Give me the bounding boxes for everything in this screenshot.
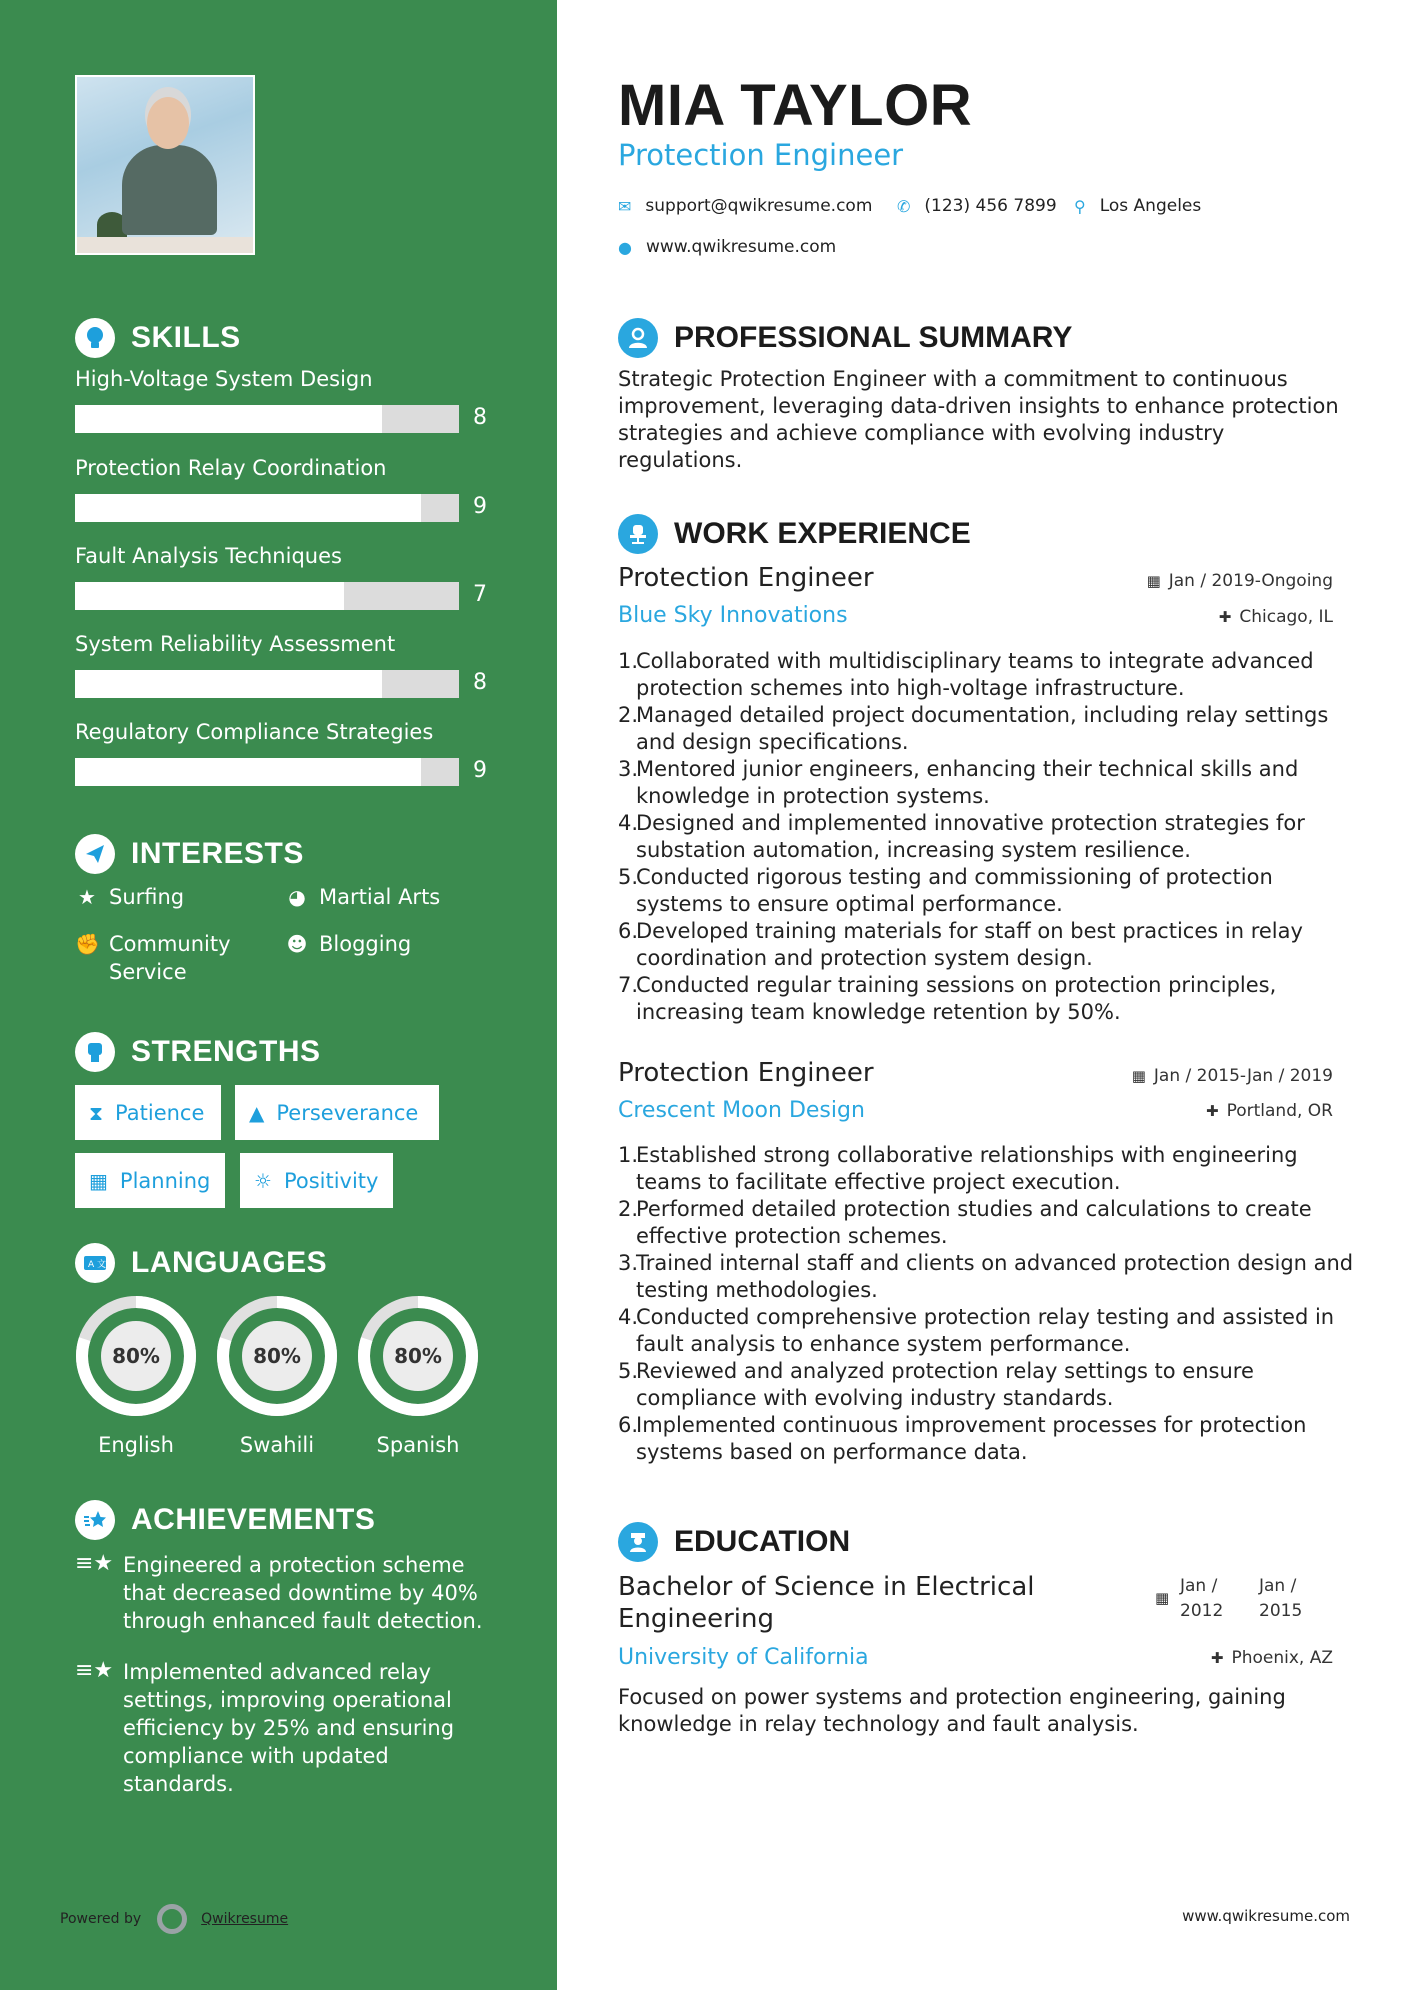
bullet-text: Performed detailed protection studies and calculations to create effective protection schemes.: [636, 1197, 1312, 1248]
strength-label: Patience: [115, 1100, 205, 1125]
bullet-text: Conducted regular training sessions on protection principles, increasing team knowledge retention by 50%.: [636, 973, 1277, 1024]
job-title: Protection Engineer: [618, 1058, 874, 1088]
job-bullet: 3. Trained internal staff and clients on advanced protection design and testing methodologies.: [618, 1250, 1358, 1304]
skill-bar: [75, 582, 459, 610]
user-icon: [618, 318, 658, 358]
skill-item: [75, 456, 505, 519]
skill-bar: [75, 405, 459, 433]
job-bullet: 6. Implemented continuous improvement processes for protection systems based on performance data.: [618, 1412, 1358, 1466]
summary-text: Strategic Protection Engineer with a commitment to continuous improvement, leveraging data-driven insights to enhance protection strategies and achieve compliance with evolving industry regulations.: [618, 367, 1339, 472]
bullet-text: Trained internal staff and clients on advanced protection design and testing methodologies.: [636, 1251, 1354, 1302]
road-icon: ▲: [249, 1100, 265, 1125]
contact-website: [618, 237, 836, 257]
language-item: [75, 1295, 197, 1457]
skill-value: 9: [473, 494, 487, 519]
sidebar: [0, 0, 557, 1990]
skill-item: [75, 632, 505, 695]
education-heading: [618, 1522, 850, 1562]
bullet-text: Mentored junior engineers, enhancing their technical skills and knowledge in protection systems.: [636, 757, 1299, 808]
contact-location: [1074, 196, 1201, 216]
language-item: [216, 1295, 338, 1457]
language-name: Spanish: [376, 1433, 460, 1457]
skill-value: 7: [473, 582, 487, 607]
language-name: English: [98, 1433, 174, 1457]
strengths-heading: [75, 1032, 321, 1072]
achievement-item: [75, 1658, 495, 1798]
job-dates: [1132, 1066, 1333, 1086]
qwikresume-link[interactable]: Qwikresume: [201, 1911, 289, 1927]
job-bullet: 6. Developed training materials for staff on best practices in relay coordination and protection system design.: [618, 918, 1358, 972]
skill-value: 9: [473, 758, 487, 783]
interest-label: Community Service: [109, 932, 231, 984]
calendar-icon: ▦: [1131, 1067, 1146, 1085]
calendar-icon: ▦: [1155, 1589, 1170, 1607]
map-pin-icon: ⚲: [1074, 196, 1086, 216]
globe-icon: ●: [618, 237, 632, 257]
skill-bar-fill: [75, 405, 382, 433]
skill-label: High-Voltage System Design: [75, 367, 373, 391]
summary-heading: [618, 318, 1072, 358]
interests-heading: [75, 834, 304, 874]
bullet-text: Developed training materials for staff on best practices in relay coordination and protection system design.: [636, 919, 1303, 970]
school-name: University of California: [618, 1645, 869, 1670]
skill-item: [75, 720, 505, 783]
education-start-date: Jan / 2012: [1180, 1576, 1224, 1621]
fist-icon: ✊: [75, 932, 100, 956]
bullet-text: Managed detailed project documentation, including relay settings and design specifications.: [636, 703, 1329, 754]
contact-phone: [897, 196, 1057, 216]
office-chair-icon: [618, 514, 658, 554]
footer-website[interactable]: www.qwikresume.com: [1182, 1907, 1350, 1925]
languages-heading: [75, 1243, 327, 1283]
skill-label: Protection Relay Coordination: [75, 456, 387, 480]
skill-label: System Reliability Assessment: [75, 632, 396, 656]
translate-icon: [75, 1243, 115, 1283]
achievement-text: Implemented advanced relay settings, improving operational efficiency by 25% and ensuring compliance with updated standards.: [123, 1660, 455, 1796]
phone-text: (123) 456 7899: [924, 196, 1057, 216]
education-location-text: Phoenix, AZ: [1231, 1648, 1333, 1668]
bullet-text: Established strong collaborative relationships with engineering teams to facilitate effective project execution.: [636, 1143, 1298, 1194]
hourglass-icon: ⧗: [89, 1100, 104, 1125]
bullet-text: Conducted rigorous testing and commissioning of protection systems to ensure optimal performance.: [636, 865, 1273, 916]
candidate-name: MIA TAYLOR: [618, 73, 973, 138]
achievements-title: ACHIEVEMENTS: [131, 1503, 376, 1536]
bullet-text: Reviewed and analyzed protection relay settings to ensure compliance with evolving industry standards.: [636, 1359, 1254, 1410]
strengths-title: STRENGTHS: [131, 1035, 321, 1068]
experience-heading: [618, 514, 971, 554]
interest-item: [285, 883, 440, 911]
lightbulb-icon: [75, 318, 115, 358]
job-bullet: 1. Collaborated with multidisciplinary teams to integrate advanced protection schemes into high-voltage infrastructure.: [618, 648, 1358, 702]
interest-item: [75, 930, 255, 986]
job-bullet: 5. Conducted rigorous testing and commissioning of protection systems to ensure optimal performance.: [618, 864, 1358, 918]
skill-bar-fill: [75, 494, 421, 522]
job-dates: [1147, 571, 1333, 591]
skill-bar: [75, 670, 459, 698]
language-progress-ring: [75, 1295, 197, 1417]
achievement-item: [75, 1551, 495, 1635]
skill-item: [75, 367, 505, 430]
language-item: [357, 1295, 479, 1457]
skills-heading: [75, 318, 241, 358]
shooting-star-icon: ≡★: [75, 1551, 114, 1576]
job-location-text: Portland, OR: [1226, 1101, 1333, 1121]
skill-bar-fill: [75, 582, 344, 610]
job-title: Protection Engineer: [618, 563, 874, 593]
powered-by-label: Powered by: [60, 1911, 142, 1927]
photo-body: [122, 145, 217, 235]
summary-title: PROFESSIONAL SUMMARY: [674, 321, 1073, 354]
bullet-text: Designed and implemented innovative protection strategies for substation automation, increasing system resilience.: [636, 811, 1305, 862]
job-bullet: 3. Mentored junior engineers, enhancing their technical skills and knowledge in protection systems.: [618, 756, 1358, 810]
interest-label: Blogging: [319, 932, 412, 956]
skill-bar: [75, 494, 459, 522]
job-company: Blue Sky Innovations: [618, 603, 848, 628]
skills-title: SKILLS: [131, 321, 241, 354]
calendar-icon: ▦: [89, 1168, 108, 1193]
bullet-text: Implemented continuous improvement processes for protection systems based on performance data.: [636, 1413, 1307, 1464]
users-icon: ☻: [286, 932, 308, 956]
language-percent: 80%: [383, 1321, 453, 1391]
photo-head: [147, 97, 189, 149]
skill-bar: [75, 758, 459, 786]
skill-bar-fill: [75, 758, 421, 786]
skill-item: [75, 544, 505, 607]
skill-value: 8: [473, 405, 487, 430]
job-bullet: 5. Reviewed and analyzed protection relay settings to ensure compliance with evolving industry standards.: [618, 1358, 1358, 1412]
photo-desk: [77, 237, 255, 255]
language-progress-ring: [216, 1295, 338, 1417]
envelope-icon: ✉: [618, 196, 632, 216]
language-percent: 80%: [101, 1321, 171, 1391]
job-bullet: 7. Conducted regular training sessions on protection principles, increasing team knowledge retention by 50%.: [618, 972, 1358, 1026]
job-bullet: 4. Conducted comprehensive protection relay testing and assisted in fault analysis to enhance system performance.: [618, 1304, 1358, 1358]
strength-label: Perseverance: [276, 1100, 419, 1125]
phone-icon: ✆: [897, 196, 911, 216]
main-content: [557, 0, 1407, 1990]
language-progress-ring: [357, 1295, 479, 1417]
job-bullet: 1. Established strong collaborative relationships with engineering teams to facilitate effective project execution.: [618, 1142, 1358, 1196]
sun-icon: ☼: [254, 1168, 272, 1193]
achievements-heading: [75, 1500, 375, 1540]
strength-label: Positivity: [283, 1168, 379, 1193]
education-end-date: Jan / 2015: [1259, 1576, 1303, 1621]
strength-chip: [235, 1085, 439, 1140]
job-location: [1219, 607, 1333, 627]
language-name: Swahili: [239, 1433, 315, 1457]
raised-fist-icon: [75, 1032, 115, 1072]
calendar-icon: ▦: [1146, 572, 1161, 590]
languages-title: LANGUAGES: [131, 1246, 328, 1279]
interest-label: Surfing: [109, 885, 185, 909]
location-text: Los Angeles: [1099, 196, 1202, 216]
contact-email: [618, 196, 872, 216]
job-location: [1206, 1101, 1333, 1121]
job-location-text: Chicago, IL: [1239, 607, 1333, 627]
pushpin-icon: ✚: [1210, 1649, 1224, 1667]
skill-label: Fault Analysis Techniques: [75, 544, 342, 568]
strength-label: Planning: [119, 1168, 211, 1193]
interest-item: [75, 883, 184, 911]
achievement-text: Engineered a protection scheme that decreased downtime by 40% through enhanced fault detection.: [123, 1553, 483, 1633]
strength-chip: [75, 1153, 225, 1208]
profile-photo: [75, 75, 255, 255]
job-bullet: 2. Performed detailed protection studies and calculations to create effective protection schemes.: [618, 1196, 1358, 1250]
website-text[interactable]: www.qwikresume.com: [645, 237, 837, 257]
job-dates-text: Jan / 2019-Ongoing: [1168, 571, 1333, 591]
language-percent: 80%: [242, 1321, 312, 1391]
candidate-title: Protection Engineer: [618, 138, 904, 172]
globe-icon: ◕: [288, 885, 306, 909]
experience-title: WORK EXPERIENCE: [674, 517, 971, 550]
powered-by: [60, 1904, 288, 1934]
job-bullets: [618, 1142, 1358, 1466]
strength-chip: [75, 1085, 221, 1140]
education-title: EDUCATION: [674, 1525, 851, 1558]
job-bullet: 2. Managed detailed project documentation, including relay settings and design specifications.: [618, 702, 1358, 756]
bullet-text: Conducted comprehensive protection relay testing and assisted in fault analysis to enhance system performance.: [636, 1305, 1335, 1356]
bullet-text: Collaborated with multidisciplinary teams to integrate advanced protection schemes into high-voltage infrastructure.: [636, 649, 1314, 700]
degree-title: Bachelor of Science in Electrical Engineering: [618, 1572, 1035, 1634]
pushpin-icon: ✚: [1206, 1102, 1219, 1120]
education-location: [1211, 1648, 1333, 1668]
pushpin-icon: ✚: [1218, 608, 1232, 626]
job-dates-text: Jan / 2015-Jan / 2019: [1153, 1066, 1333, 1086]
job-bullets: [618, 648, 1358, 1026]
email-text[interactable]: support@qwikresume.com: [645, 196, 873, 216]
skill-value: 8: [473, 670, 487, 695]
job-company: Crescent Moon Design: [618, 1098, 865, 1123]
graduate-icon: [618, 1522, 658, 1562]
star-icon: ★: [78, 885, 96, 909]
skill-label: Regulatory Compliance Strategies: [75, 720, 434, 744]
job-bullet: 4. Designed and implemented innovative protection strategies for substation automation, increasing system resilience.: [618, 810, 1358, 864]
skill-bar-fill: [75, 670, 382, 698]
svg-text:A 文: A 文: [88, 1260, 107, 1270]
strength-chip: [240, 1153, 393, 1208]
paper-plane-icon: [75, 834, 115, 874]
shooting-star-icon: ≡★: [75, 1658, 114, 1683]
interest-item: [285, 930, 411, 958]
qwikresume-logo-icon: [157, 1904, 187, 1934]
interest-label: Martial Arts: [319, 885, 441, 909]
education-description: Focused on power systems and protection engineering, gaining knowledge in relay technology and fault analysis.: [618, 1685, 1286, 1736]
shooting-star-icon: [75, 1500, 115, 1540]
interests-title: INTERESTS: [131, 837, 304, 870]
